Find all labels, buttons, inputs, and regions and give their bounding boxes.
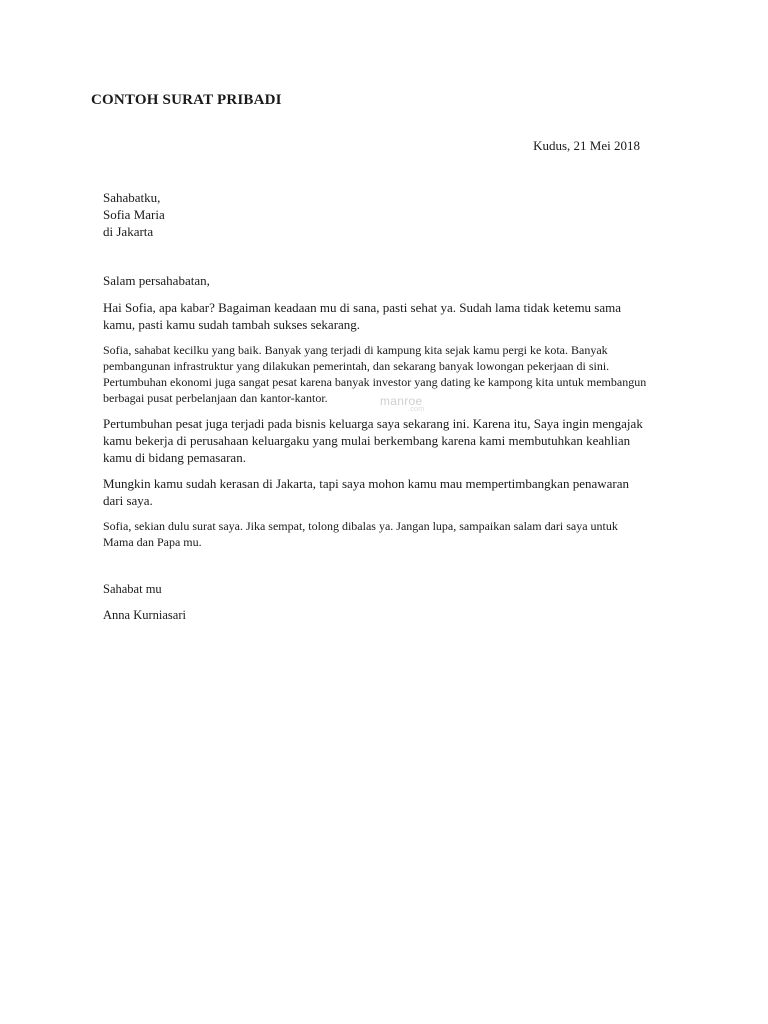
place-date: Kudus, 21 Mei 2018	[533, 138, 640, 153]
recipient-location: di Jakarta	[103, 224, 154, 239]
paragraph: Sofia, sekian dulu surat saya. Jika sempat, tolong dibalas ya. Jangan lupa, sampaikan salam dari saya untuk Mama dan Papa mu.	[103, 519, 618, 549]
recipient-line: Sahabatku,	[103, 190, 161, 205]
paragraph: Sofia, sahabat kecilku yang baik. Banyak yang terjadi di kampung kita sejak kamu pergi ke kota. Banyak pembangunan infrastruktur yang dilakukan pemerintah, dan sekarang banyak lowongan pekerjaan di sini. Pertumbuhan ekonomi juga sangat pesat karena banyak investor yang dating ke kampong kita untuk membangun berbagai pusat perbelanjaan dan kantor-kantor.	[103, 343, 647, 405]
greeting: Salam persahabatan,	[103, 273, 210, 288]
paragraph: Pertumbuhan pesat juga terjadi pada bisnis keluarga saya sekarang ini. Karena itu, Saya ingin mengajak kamu bekerja di perusahaan keluargaku yang mulai berkembang karena kami membutuhkan keahlian kamu di bidang pemasaran.	[103, 416, 643, 465]
page-title: CONTOH SURAT PRIBADI	[91, 92, 282, 108]
letter-body	[103, 272, 648, 559]
signature-name: Anna Kurniasari	[103, 608, 186, 622]
paragraph: Hai Sofia, apa kabar? Bagaiman keadaan mu di sana, pasti sehat ya. Sudah lama tidak ketemu sama kamu, pasti kamu sudah tambah sukses sekarang.	[103, 300, 622, 332]
watermark-text: manroe	[380, 394, 423, 408]
watermark-sub: .com	[408, 406, 425, 413]
recipient-block	[103, 189, 165, 240]
recipient-name: Sofia Maria	[103, 207, 165, 222]
paragraph: Mungkin kamu sudah kerasan di Jakarta, tapi saya mohon kamu mau mempertimbangkan penawaran dari saya.	[103, 476, 629, 508]
closing: Sahabat mu	[103, 582, 162, 596]
